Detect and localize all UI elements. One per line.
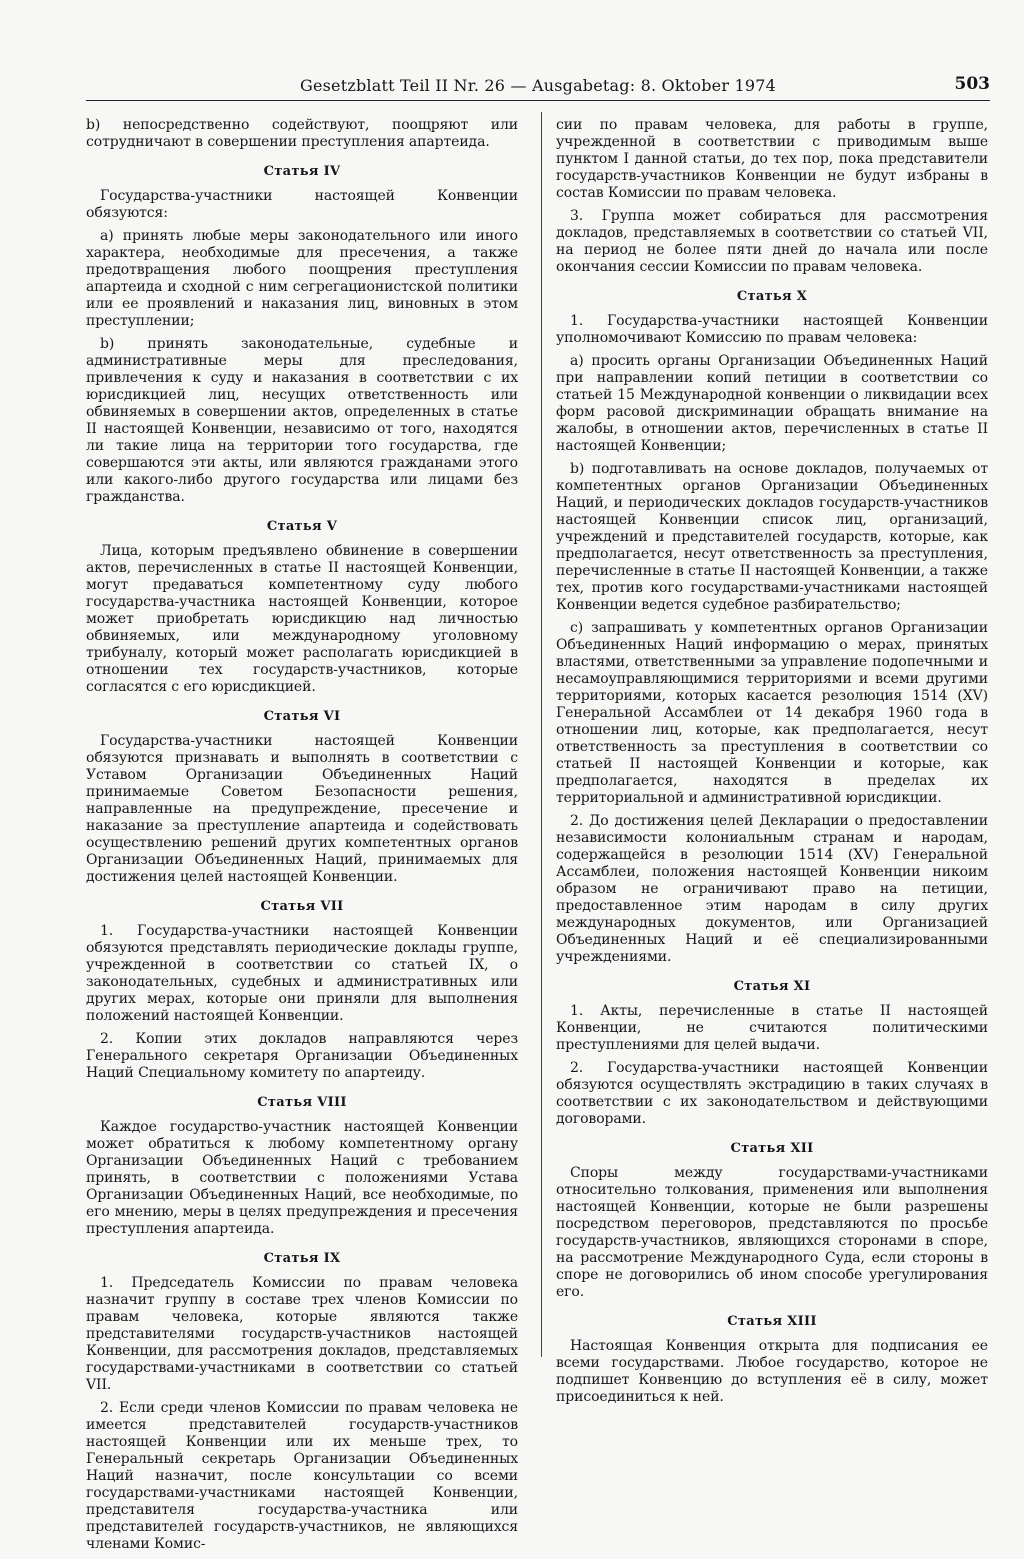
article-10-para-2: 2. До достижения целей Декларации о предоставлении независимости колониальным странам и народам, содержащейся в резолюции 1514 (XV) Генеральной Ассамблеи, положения настоящей Конвенции никоим образом не ограничивают право на петиции, предоставленное этим народам в силу других международных документов, или Организацией Объединенных Наций и её специализированными учреждениями. xyxy=(556,813,988,965)
right-column xyxy=(556,117,988,1412)
article-5-text: Лица, которым предъявлено обвинение в совершении актов, перечисленных в статье II настоящей Конвенции, могут предаваться компетентному суду любого государства-участника настоящей Конвенции, которое может приобретать юрисдикцию над личностью обвиняемых, или международному уголовному трибуналу, который может располагать юрисдикцией в отношении тех государств-участников, которые согласятся с его юрисдикцией. xyxy=(86,543,518,695)
column-divider xyxy=(541,112,542,1357)
article-8-title: Статья VIII xyxy=(257,1095,347,1110)
article-12-text: Споры между государствами-участниками относительно толкования, применения или выполнения настоящей Конвенции, которые не были разрешены посредством переговоров, представляются по просьбе государств-участников, являющихся сторонами в споре, на рассмотрение Международного Суда, если стороны в споре не договорились об ином способе урегулирования его. xyxy=(556,1165,988,1300)
article-3-item-b-continuation: b) непосредственно содействуют, поощряют или сотрудничают в совершении преступления апартеида. xyxy=(86,117,518,150)
article-10-para-1: 1. Государства-участники настоящей Конвенции уполномочивают Комиссию по правам человека: xyxy=(556,313,988,346)
article-8-text: Каждое государство-участник настоящей Конвенции может обратиться к любому компетентному органу Организации Объединенных Наций с требованием принять, в соответствии с положениями Устава Организации Объединенных Наций, все необходимые, по его мнению, меры в целях предупреждения и пресечения преступления апартеида. xyxy=(86,1119,518,1237)
article-7-para-1: 1. Государства-участники настоящей Конвенции обязуются представлять периодические доклады группе, учрежденной в соответствии со статьей IX, о законодательных, судебных и административных или других мерах, которые они приняли для выполнения положений настоящей Конвенции. xyxy=(86,923,518,1024)
article-10-item-a: а) просить органы Организации Объединенных Наций при направлении копий петиции в соответствии со статьей 15 Международной конвенции о ликвидации всех форм расовой дискриминации обращать внимание на жалобы, в отношении актов, перечисленных в статье II настоящей Конвенции; xyxy=(556,353,988,454)
article-4-item-b: b) принять законодательные, судебные и административные меры для преследования, привлечения к суду и наказания в соответствии с их юрисдикцией лиц, несущих ответственность или обвиняемых в совершении актов, определенных в статье II настоящей Конвенции, независимо от того, находятся ли такие лица на территории того государства, где совершаются эти акты, или являются гражданами этого или какого-либо другого государства или лицами без гражданства. xyxy=(86,336,518,505)
article-9-para-2: 2. Если среди членов Комиссии по правам человека не имеется представителей государств-участников настоящей Конвенции или их меньше трех, то Генеральный секретарь Организации Объединенных Наций назначит, после консультации со всеми государствами-участниками настоящей Конвенции, представителя государства-участника или представителей государств-участников, не являющихся членами Комис- xyxy=(86,1400,518,1552)
article-11-para-2: 2. Государства-участники настоящей Конвенции обязуются осуществлять экстрадицию в таких случаях в соответствии с их законодательством и действующими договорами. xyxy=(556,1060,988,1127)
article-9-para-1: 1. Председатель Комиссии по правам человека назначит группу в составе трех членов Комиссии по правам человека, которые являются также представителями государств-участников настоящей Конвенции, для рассмотрения докладов, представляемых государствами-участниками в соответствии со статьей VII. xyxy=(86,1275,518,1393)
article-9-title: Статья IX xyxy=(263,1251,341,1266)
article-7-title: Статья VII xyxy=(260,899,344,914)
article-11-title: Статья XI xyxy=(733,979,811,994)
article-10-item-c: с) запрашивать у компетентных органов Организации Объединенных Наций информацию о мерах, принятых властями, ответственными за управление подопечными и несамоуправляющимися территориями и всеми другими территориями, которых касается резолюция 1514 (XV) Генеральной Ассамблеи от 14 декабря 1960 года в отношении лиц, которые, как предполагается, несут ответственность за преступления в соответствии со статьей II настоящей Конвенции и которые, как предполагается, находятся в пределах их территориальной и административной юрисдикции. xyxy=(556,620,988,806)
article-9-para-3: 3. Группа может собираться для рассмотрения докладов, представляемых в соответствии со статьей VII, на период не более пяти дней до начала или после окончания сессии Комиссии по правам человека. xyxy=(556,208,988,275)
article-4-title: Статья IV xyxy=(263,164,341,179)
article-13-text: Настоящая Конвенция открыта для подписания ее всеми государствами. Любое государство, которое не подпишет Конвенцию до вступления её в силу, может присоединиться к ней. xyxy=(556,1338,988,1405)
article-11-para-1: 1. Акты, перечисленные в статье II настоящей Конвенции, не считаются политическими преступлениями для целей выдачи. xyxy=(556,1003,988,1053)
article-10-item-b: b) подготавливать на основе докладов, получаемых от компетентных органов Организации Объединенных Наций, и периодических докладов государств-участников настоящей Конвенции список лиц, организаций, учреждений и представителей государств, которые, как предполагается, несут ответственность за преступления, перечисленные в статье II настоящей Конвенции, а также тех, против кого государствами-участниками настоящей Конвенции ведется судебное разбирательство; xyxy=(556,461,988,613)
article-7-para-2: 2. Копии этих докладов направляются через Генерального секретаря Организации Объединенных Наций Специальному комитету по апартеиду. xyxy=(86,1031,518,1081)
page-number: 503 xyxy=(954,74,990,94)
article-12-title: Статья XII xyxy=(730,1141,814,1156)
article-10-title: Статья X xyxy=(736,289,808,304)
article-6-text: Государства-участники настоящей Конвенции обязуются признавать и выполнять в соответствии с Уставом Организации Объединенных Наций принимаемые Советом Безопасности решения, направленные на предупреждение, пресечение и наказание за преступление апартеида и содействовать осуществлению решений других компетентных органов Организации Объединенных Наций, принимаемых для достижения целей настоящей Конвенции. xyxy=(86,733,518,885)
article-13-title: Статья XIII xyxy=(727,1314,817,1329)
page-header xyxy=(86,74,990,101)
article-6-title: Статья VI xyxy=(263,709,341,724)
article-4-intro: Государства-участники настоящей Конвенции обязуются: xyxy=(86,188,518,221)
left-column xyxy=(86,117,518,1559)
header-title: Gesetzblatt Teil II Nr. 26 — Ausgabetag: 8. Oktober 1974 xyxy=(299,76,776,95)
article-5-title: Статья V xyxy=(266,519,338,534)
article-9-para-2-continuation: сии по правам человека, для работы в группе, учрежденной в соответствии с приводимым выше пунктом I данной статьи, до тех пор, пока представители государств-участников Конвенции не будут избраны в состав Комиссии по правам человека. xyxy=(556,117,988,201)
article-4-item-a: а) принять любые меры законодательного или иного характера, необходимые для пресечения, а также предотвращения любого поощрения преступления апартеида и сходной с ним сегрегационистской политики или ее проявлений и наказания лиц, виновных в этом преступлении; xyxy=(86,228,518,329)
